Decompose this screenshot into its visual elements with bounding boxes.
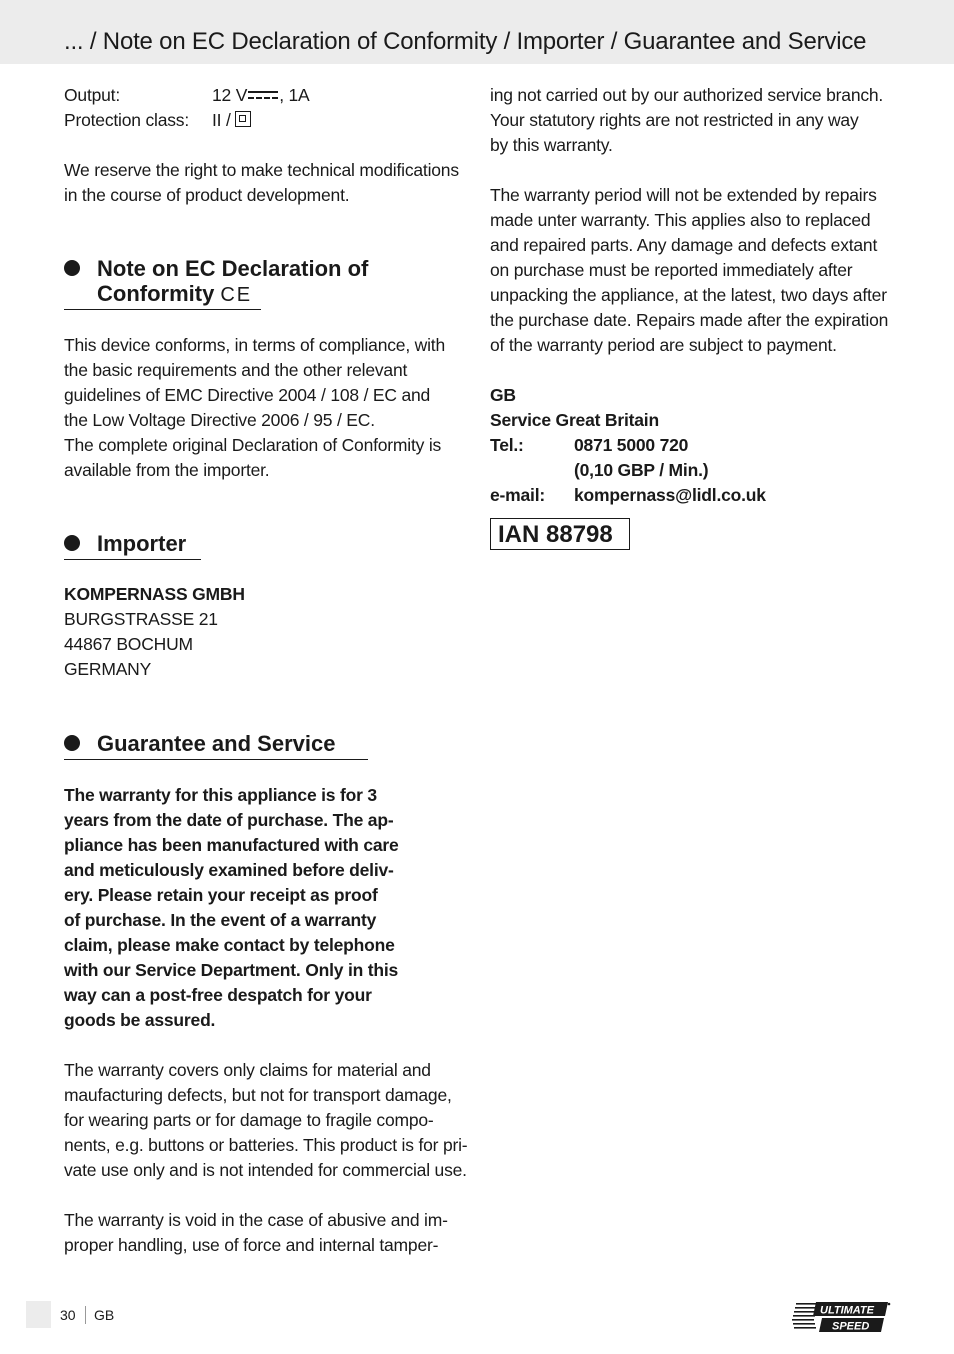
- spec-protection-value: [212, 108, 251, 133]
- right-para2-line: of the warranty period are subject to payment.: [490, 335, 837, 355]
- ec-body-line: This device conforms, in terms of compliance, with: [64, 335, 445, 355]
- dc-current-icon: [248, 89, 278, 99]
- ultimate-speed-logo: [792, 1300, 892, 1334]
- logo-text-top: ULTIMATE: [820, 1304, 874, 1317]
- reserve-text-line: We reserve the right to make technical modifications: [64, 160, 459, 180]
- footer-divider: [85, 1306, 86, 1324]
- guarantee-para2-line: The warranty covers only claims for material and: [64, 1060, 431, 1080]
- guarantee-bold-line: and meticulously examined before deliv-: [64, 860, 394, 880]
- ec-heading-conformity: Conformity: [97, 281, 215, 306]
- spec-output-label: Output:: [64, 85, 120, 105]
- service-country: GB: [490, 385, 516, 405]
- importer-address-line: 44867 BOCHUM: [64, 634, 193, 654]
- guarantee-para2-line: for wearing parts or for damage to fragile compo-: [64, 1110, 434, 1130]
- spec-output-voltage: 12 V: [212, 85, 248, 105]
- guarantee-bold-line: way can a post-free despatch for your: [64, 985, 372, 1005]
- right-para2-line: unpacking the appliance, at the latest, two days after: [490, 285, 887, 305]
- page-number: 30: [60, 1307, 76, 1323]
- right-para1-line: Your statutory rights are not restricted in any way: [490, 110, 859, 130]
- bullet-icon: [64, 535, 80, 551]
- ec-body-line: the basic requirements and the other relevant: [64, 360, 408, 380]
- guarantee-bold-line: years from the date of purchase. The ap-: [64, 810, 394, 830]
- service-tel-value[interactable]: 0871 5000 720: [574, 435, 689, 455]
- ec-body-line: guidelines of EMC Directive 2004 / 108 / EC and: [64, 385, 431, 405]
- bullet-icon: [64, 260, 80, 276]
- ec-heading-line2: [97, 281, 252, 308]
- service-email-label: e-mail:: [490, 485, 546, 505]
- guarantee-heading: Guarantee and Service: [97, 731, 336, 756]
- spec-protection-label: Protection class:: [64, 110, 189, 130]
- spec-protection-class: II /: [212, 110, 231, 130]
- ec-body-line: The complete original Declaration of Conformity is: [64, 435, 442, 455]
- guarantee-para2-line: vate use only and is not intended for commercial use.: [64, 1160, 467, 1180]
- ec-heading-line1: Note on EC Declaration of: [97, 256, 369, 281]
- service-name: Service Great Britain: [490, 410, 659, 430]
- ec-body-line: the Low Voltage Directive 2006 / 95 / EC.: [64, 410, 375, 430]
- right-para2-line: on purchase must be reported immediately after: [490, 260, 853, 280]
- importer-heading: Importer: [97, 531, 187, 556]
- logo-text-bottom: SPEED: [832, 1320, 870, 1333]
- guarantee-bold-line: of purchase. In the event of a warranty: [64, 910, 377, 930]
- right-para1-line: by this warranty.: [490, 135, 613, 155]
- right-para1-line: ing not carried out by our authorized service branch.: [490, 85, 884, 105]
- page-title: ... / Note on EC Declaration of Conformity / Importer / Guarantee and Service: [64, 28, 867, 55]
- importer-address-line: GERMANY: [64, 659, 152, 679]
- right-para2-line: The warranty period will not be extended by repairs: [490, 185, 877, 205]
- guarantee-bold-line: The warranty for this appliance is for 3: [64, 785, 377, 805]
- heading-underline: [64, 759, 368, 760]
- spec-output-value: [212, 83, 310, 108]
- reserve-text-line: in the course of product development.: [64, 185, 350, 205]
- service-tel-rate: (0,10 GBP / Min.): [574, 460, 709, 480]
- spec-output-current: , 1A: [279, 85, 310, 105]
- right-para2-line: and repaired parts. Any damage and defects extant: [490, 235, 878, 255]
- guarantee-bold-line: with our Service Department. Only in this: [64, 960, 399, 980]
- guarantee-bold-line: claim, please make contact by telephone: [64, 935, 395, 955]
- guarantee-bold-line: goods be assured.: [64, 1010, 216, 1030]
- right-para2-line: the purchase date. Repairs made after the expiration: [490, 310, 889, 330]
- ian-box: [490, 518, 630, 550]
- heading-underline: [64, 559, 201, 560]
- bullet-icon: [64, 735, 80, 751]
- footer-marker: [26, 1301, 51, 1328]
- service-tel-label: Tel.:: [490, 435, 524, 455]
- importer-company: KOMPERNASS GMBH: [64, 584, 245, 604]
- guarantee-bold-line: ery. Please retain your receipt as proof: [64, 885, 378, 905]
- ce-mark-icon: CE: [220, 284, 253, 306]
- ec-body-line: available from the importer.: [64, 460, 270, 480]
- footer-language: GB: [94, 1307, 115, 1323]
- class-2-insulation-icon: [235, 111, 251, 127]
- heading-underline: [64, 309, 261, 310]
- guarantee-para3-line: proper handling, use of force and internal tamper-: [64, 1235, 439, 1255]
- importer-address-line: BURGSTRASSE 21: [64, 609, 218, 629]
- guarantee-para2-line: maufacturing defects, but not for transport damage,: [64, 1085, 452, 1105]
- service-email-value[interactable]: kompernass@lidl.co.uk: [574, 485, 766, 505]
- guarantee-bold-line: pliance has been manufactured with care: [64, 835, 399, 855]
- ian-number: IAN 88798: [498, 521, 613, 548]
- guarantee-para3-line: The warranty is void in the case of abusive and im-: [64, 1210, 448, 1230]
- right-para2-line: made unter warranty. This applies also to replaced: [490, 210, 871, 230]
- guarantee-para2-line: nents, e.g. buttons or batteries. This product is for pri-: [64, 1135, 468, 1155]
